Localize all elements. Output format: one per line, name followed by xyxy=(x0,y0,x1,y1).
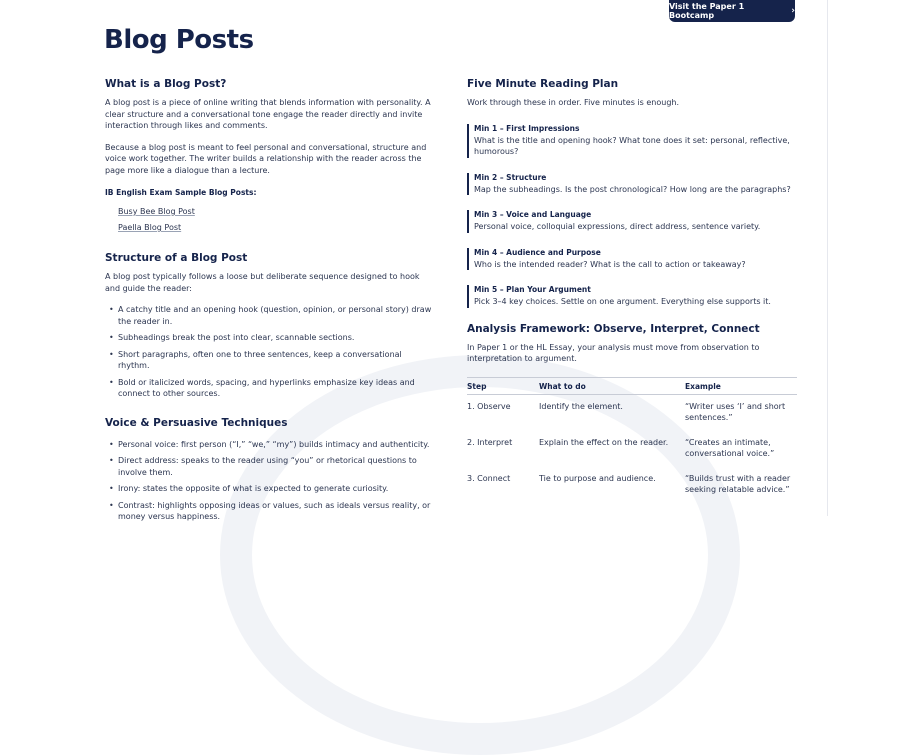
reading-plan-section xyxy=(467,78,797,308)
table-cell: “Builds trust with a reader seeking relatable advice.” xyxy=(685,473,791,494)
voice-list xyxy=(105,439,435,523)
content-edge-divider xyxy=(827,0,828,516)
sample-link-paella[interactable]: Paella Blog Post xyxy=(118,223,182,232)
list-item: • Direct address: speaks to the reader using “you” or rhetorical questions to involve them. xyxy=(105,455,435,478)
plan-step-title: Min 1 – First Impressions xyxy=(474,123,580,133)
plan-step-1 xyxy=(467,124,797,158)
plan-step-5 xyxy=(467,285,797,308)
framework-table xyxy=(467,377,797,503)
table-row xyxy=(467,467,797,503)
plan-step-title: Min 5 – Plan Your Argument xyxy=(474,285,591,294)
bootcamp-button-label: Visit the Paper 1 Bootcamp xyxy=(669,2,745,20)
what-is-section xyxy=(105,78,435,232)
what-is-paragraph-2: Because a blog post is meant to feel personal and conversational, structure and voice work together. The writer builds a relationship with the reader across the page more like a dialogue than a lecture. xyxy=(105,142,427,175)
framework-heading: Analysis Framework: Observe, Interpret, Connect xyxy=(467,322,760,335)
list-item: • Irony: states the opposite of what is expected to generate curiosity. xyxy=(105,483,435,495)
table-row xyxy=(467,431,797,467)
list-item: • Bold or italicized words, spacing, and hyperlinks emphasize key ideas and connect to other sources. xyxy=(105,377,435,400)
table-cell: 3. Connect xyxy=(467,473,511,483)
list-item: • Contrast: highlights opposing ideas or values, such as ideals versus reality, or money versus happiness. xyxy=(105,500,435,523)
voice-heading: Voice & Persuasive Techniques xyxy=(105,416,288,429)
plan-step-desc: Pick 3–4 key choices. Settle on one argument. Everything else supports it. xyxy=(474,297,771,306)
paper1-bootcamp-button[interactable] xyxy=(669,0,795,22)
plan-step-3 xyxy=(467,210,797,233)
table-cell: 2. Interpret xyxy=(467,437,513,447)
chevron-right-icon: › xyxy=(791,6,795,16)
table-cell: Tie to purpose and audience. xyxy=(539,473,656,483)
list-item: • Short paragraphs, often one to three sentences, keep a conversational rhythm. xyxy=(105,349,435,372)
table-cell: 1. Observe xyxy=(467,401,511,411)
column-header-example: Example xyxy=(685,377,797,394)
plan-step-desc: Personal voice, colloquial expressions, direct address, sentence variety. xyxy=(474,222,761,231)
list-item: • A catchy title and an opening hook (question, opinion, or personal story) draw the reader in. xyxy=(105,304,435,327)
structure-list xyxy=(105,304,435,400)
structure-section xyxy=(105,252,435,400)
plan-step-title: Min 4 – Audience and Purpose xyxy=(474,247,601,257)
plan-step-title: Min 3 – Voice and Language xyxy=(474,210,592,219)
structure-heading: Structure of a Blog Post xyxy=(105,252,248,264)
sample-link-busy-bee[interactable]: Busy Bee Blog Post xyxy=(118,207,195,216)
list-item: • Personal voice: first person (“I,” “we,” “my”) builds intimacy and authenticity. xyxy=(105,439,435,451)
table-cell: Identify the element. xyxy=(539,401,623,411)
plan-step-4 xyxy=(467,248,797,271)
left-column xyxy=(105,78,435,528)
page-title: Blog Posts xyxy=(104,25,254,55)
what-is-heading: What is a Blog Post? xyxy=(105,78,227,90)
table-row xyxy=(467,394,797,431)
reading-plan-heading: Five Minute Reading Plan xyxy=(467,78,619,90)
column-header-step: Step xyxy=(467,377,539,394)
table-cell: “Creates an intimate, conversational voice.” xyxy=(685,437,775,458)
voice-section xyxy=(105,417,435,523)
table-header-row xyxy=(467,377,797,394)
structure-intro: A blog post typically follows a loose but deliberate sequence designed to hook and guide the reader: xyxy=(105,272,420,293)
right-column xyxy=(467,78,797,503)
plan-step-desc: Who is the intended reader? What is the call to action or takeaway? xyxy=(474,259,746,269)
framework-intro: In Paper 1 or the HL Essay, your analysis must move from observation to interpretation to argument. xyxy=(467,342,760,363)
plan-step-title: Min 2 – Structure xyxy=(474,172,547,182)
framework-section xyxy=(467,323,797,503)
plan-step-desc: Map the subheadings. Is the post chronological? How long are the paragraphs? xyxy=(474,184,791,194)
plan-step-desc: What is the title and opening hook? What tone does it set: personal, reflective, humorous? xyxy=(474,135,790,156)
what-is-paragraph-1: A blog post is a piece of online writing that blends information with personality. A clear structure and a conversational tone engage the reader directly and invite interaction through likes and comments. xyxy=(105,98,431,130)
plan-step-2 xyxy=(467,173,797,196)
table-cell: Explain the effect on the reader. xyxy=(539,437,669,447)
reading-plan-intro: Work through these in order. Five minutes is enough. xyxy=(467,98,680,107)
samples-heading: IB English Exam Sample Blog Posts: xyxy=(105,188,257,197)
column-header-what-to-do: What to do xyxy=(539,377,685,394)
table-cell: “Writer uses ‘I’ and short sentences.” xyxy=(685,401,786,422)
list-item: • Subheadings break the post into clear, scannable sections. xyxy=(105,332,435,344)
